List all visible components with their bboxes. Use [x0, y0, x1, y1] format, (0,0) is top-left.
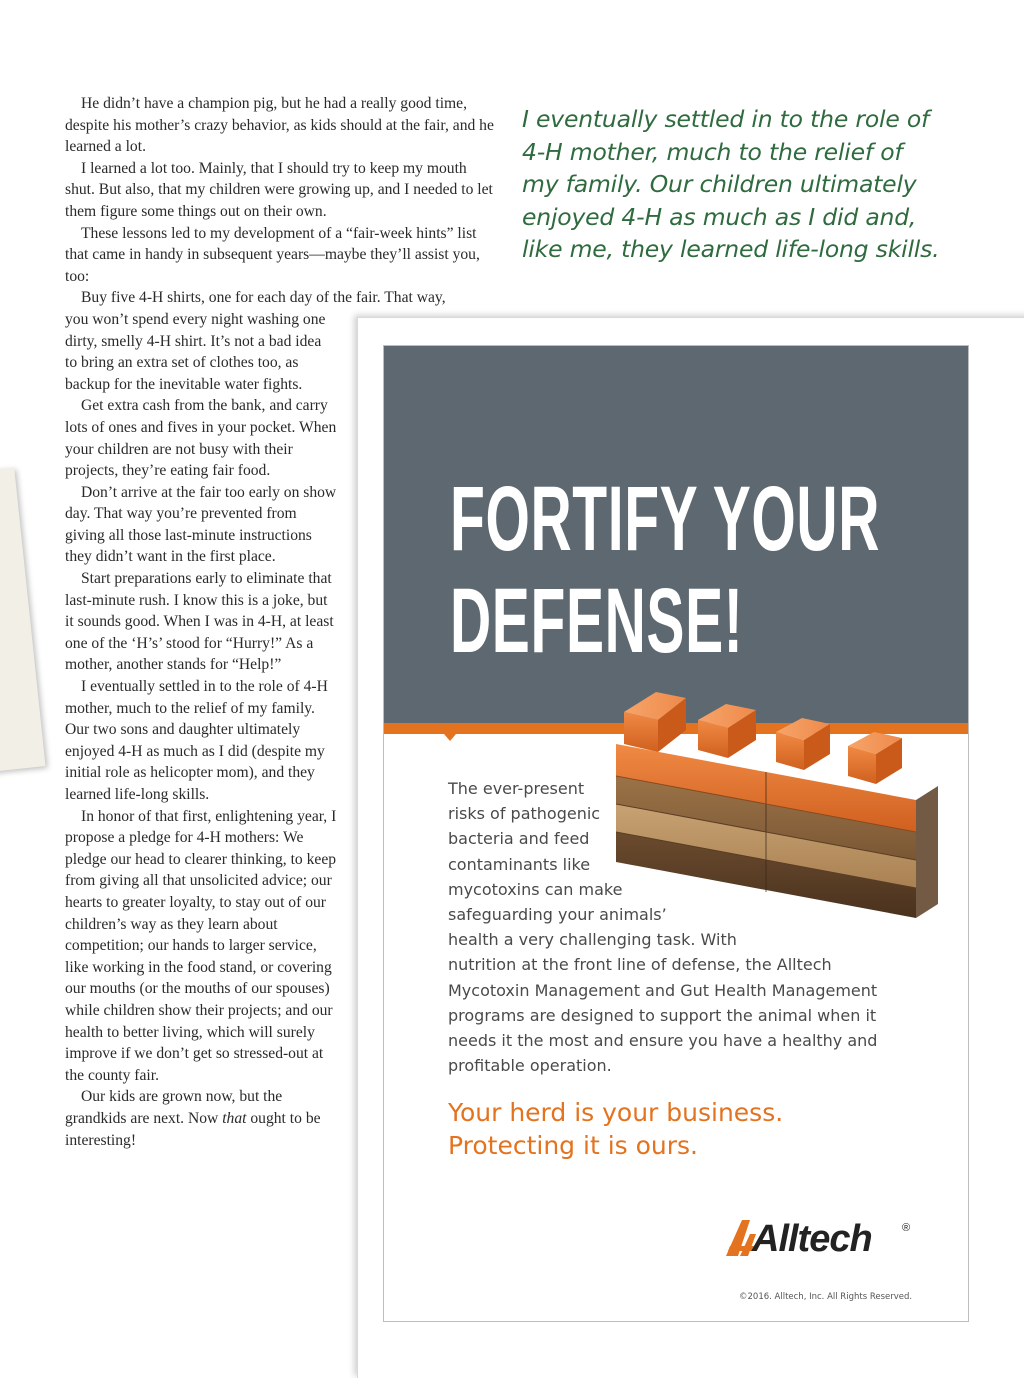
alltech-logo-word: Alltech — [752, 1218, 872, 1260]
ad-body-line: bacteria and feed — [448, 829, 590, 849]
closing-text-start: Our kids are grown now, but the grandkids are next. Now — [65, 1088, 283, 1127]
torn-paper-edge — [0, 468, 46, 773]
ad-body-line: needs it the most and ensure you have a healthy and — [448, 1031, 878, 1051]
article-paragraph: In honor of that first, enlightening year, I propose a pledge for 4-H mothers: We pledge our head to clearer thinking, to keep from giving all that unsolicited advice; our hearts to greater loyalty, to stay out of our children’s way as they learn about competition; our hands to larger service, like working in the food stand, or covering our mouths (or the mouths of our spouses) while children show their projects; and our health to better living, which will surely improve if we don’t get so stressed-out at the county fair. — [65, 807, 337, 1084]
ad-headline — [450, 468, 881, 672]
ad-body-line: profitable operation. — [448, 1056, 612, 1076]
ad-body-line: contaminants like — [448, 854, 591, 874]
closing-text-end: ought to be interesting! — [65, 1109, 321, 1149]
alltech-logo — [724, 1214, 924, 1274]
article-closing-paragraph — [65, 1086, 337, 1151]
ad-tagline-line: Protecting it is ours. — [448, 1131, 698, 1160]
article-paragraph: Get extra cash from the bank, and carry lots of ones and fives in your pocket. When your children are not busy with their projects, they’re eating fair food. — [65, 397, 337, 480]
article-paragraph: I learned a lot too. Mainly, that I should try to keep my mouth shut. But also, that my children were growing up, and I needed to let them figure some things out on their own. — [65, 159, 493, 220]
registered-mark: ® — [902, 1222, 911, 1234]
closing-text-italic: that — [222, 1109, 247, 1127]
ad-body-line: mycotoxins can make — [448, 879, 623, 899]
ad-headline-line: FORTIFY YOUR — [450, 468, 881, 570]
article-paragraph: I eventually settled in to the role of 4-H mother, much to the relief of my family. Our two sons and daughter ultimately enjoyed 4-H as much as I did (despite my initial role as helicopter mom), and they learned life-long skills. — [65, 678, 328, 803]
ad-body-line: Mycotoxin Management and Gut Health Management — [448, 980, 878, 1000]
alltech-advertisement — [383, 345, 969, 1322]
article-paragraph: He didn’t have a champion pig, but he had a really good time, despite his mother’s crazy behavior, as kids should at the fair, and he learned a lot. — [65, 95, 494, 156]
ad-headline-line: DEFENSE! — [450, 570, 744, 672]
ad-copyright: ©2016. Alltech, Inc. All Rights Reserved. — [739, 1292, 913, 1302]
ad-body-line: nutrition at the front line of defense, the Alltech — [448, 955, 832, 975]
ad-body-line: programs are designed to support the animal when it — [448, 1005, 877, 1025]
article-paragraph: Don’t arrive at the fair too early on show day. That way you’re prevented from giving all those last-minute instructions they didn’t want in the first place. — [65, 483, 337, 566]
ad-body-line: safeguarding your animals’ — [448, 905, 667, 925]
ad-tagline-line: Your herd is your business. — [448, 1098, 784, 1127]
pull-quote: I eventually settled in to the role of 4-H mother, much to the relief of my family. Our children ultimately enjoyed 4-H as much as I did and, like me, they learned life-long skills. — [522, 105, 940, 263]
ad-body-line: risks of pathogenic — [448, 804, 601, 824]
ad-body-line: The ever-present — [448, 779, 585, 798]
ad-tagline — [448, 1096, 928, 1162]
article-paragraph: Start preparations early to eliminate that last-minute rush. I know this is a joke, but it sounds good. When I was in 4-H, at least one of the ‘H’s’ stood for “Hurry!” As a mother, another stands for “Help!” — [65, 570, 334, 674]
article-paragraph: Buy five 4-H shirts, one for each day of the fair. That way, — [81, 289, 446, 307]
ad-stripe-notch — [444, 734, 456, 741]
ad-body-line: health a very challenging task. With — [448, 930, 737, 950]
article-paragraph: you won’t spend every night washing one dirty, smelly 4-H shirt. It’s not a bad idea to bring an extra set of clothes too, as backup for the inevitable water fights. — [65, 310, 326, 393]
ad-body-text — [448, 776, 898, 1078]
article-paragraph: These lessons led to my development of a “fair-week hints” list that came in handy in subsequent years—maybe they’ll assist you, too: — [65, 224, 480, 285]
